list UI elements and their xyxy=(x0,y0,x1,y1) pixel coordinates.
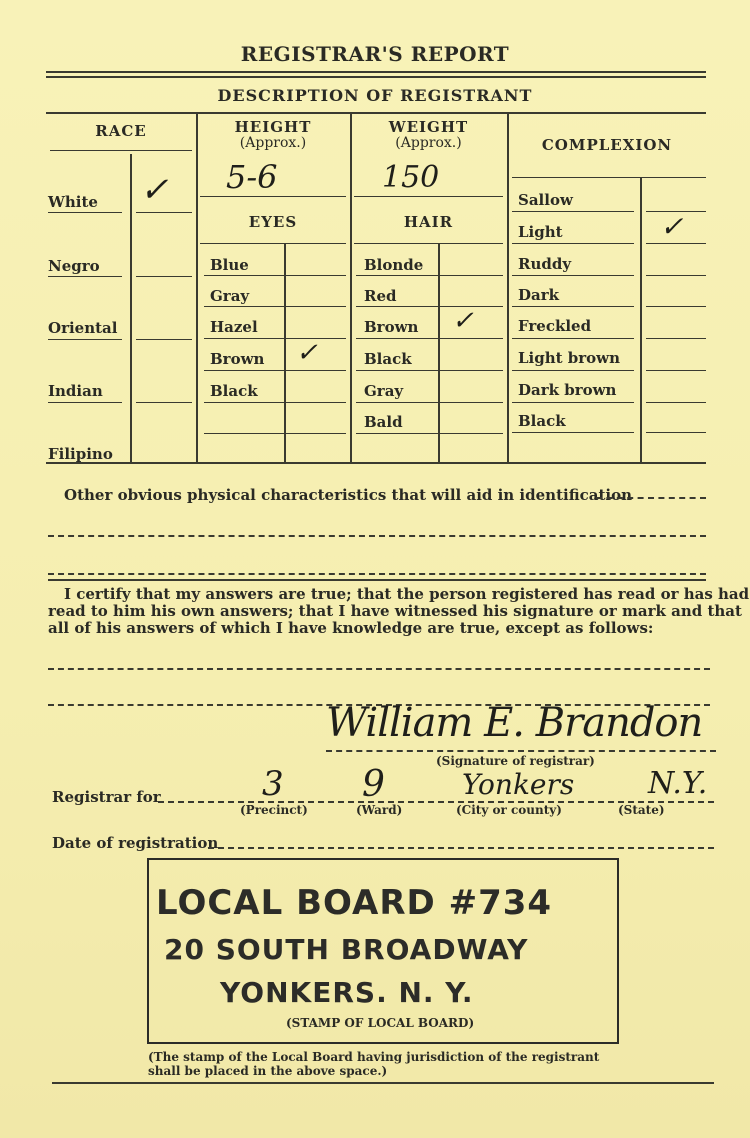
complexion-row8 xyxy=(512,432,634,433)
other-line-2 xyxy=(48,573,706,575)
hair-row5 xyxy=(356,402,503,403)
hair-bald: Bald xyxy=(364,413,403,431)
col-divider-weight xyxy=(507,113,509,463)
registrar-signature: William E. Brandon xyxy=(326,700,703,746)
race-negro-check-rule xyxy=(136,276,192,277)
hair-row4 xyxy=(356,370,503,371)
eyes-row4 xyxy=(204,370,346,371)
hair-row3 xyxy=(356,338,503,339)
complexion-row5 xyxy=(512,338,634,339)
stamp-line-1: LOCAL BOARD #734 xyxy=(156,883,553,923)
weight-approx: (Approx.) xyxy=(395,135,462,151)
signature-line xyxy=(326,750,716,752)
complexion-light-brown: Light brown xyxy=(518,349,621,367)
race-oriental-rule xyxy=(48,339,122,340)
complexion-row6 xyxy=(512,370,634,371)
height-value: 5-6 xyxy=(226,158,278,196)
date-of-registration-line xyxy=(208,847,714,849)
complexion-row4 xyxy=(512,306,634,307)
eyes-row1 xyxy=(204,275,346,276)
complexion-row3-check xyxy=(646,275,706,276)
stamp-caption: (STAMP OF LOCAL BOARD) xyxy=(286,1016,475,1030)
eyes-brown: Brown xyxy=(210,350,265,368)
other-line-1 xyxy=(48,535,706,537)
height-approx: (Approx.) xyxy=(239,135,307,151)
stamp-line-3: YONKERS. N. Y. xyxy=(220,976,474,1009)
exception-line-1 xyxy=(48,668,710,670)
eyes-black: Black xyxy=(210,382,258,400)
col-divider-height xyxy=(350,113,352,463)
race-white-check: ✓ xyxy=(140,170,169,210)
race-negro-rule xyxy=(48,276,122,277)
eyes-row2 xyxy=(204,306,346,307)
complexion-row8-check xyxy=(646,432,706,433)
eyes-check-col xyxy=(284,243,286,463)
footnote-line-2: shall be placed in the above space.) xyxy=(148,1064,388,1078)
other-characteristics-dash xyxy=(596,497,706,499)
complexion-header-rule xyxy=(512,177,706,178)
complexion-row3 xyxy=(512,275,634,276)
hair-header: HAIR xyxy=(403,213,454,231)
race-check-col xyxy=(130,154,132,463)
state-value: N.Y. xyxy=(648,766,708,801)
race-header-rule xyxy=(50,150,192,151)
certification-line-2: read to him his own answers; that I have witnessed his signature or mark and that xyxy=(48,602,742,620)
hair-row6 xyxy=(356,433,503,434)
complexion-light: Light xyxy=(518,223,563,241)
complexion-sallow: Sallow xyxy=(518,191,573,209)
report-title: REGISTRAR'S REPORT xyxy=(240,42,510,66)
eyes-row6 xyxy=(204,433,346,434)
eyes-hazel: Hazel xyxy=(210,318,258,336)
description-heading: DESCRIPTION OF REGISTRANT xyxy=(217,86,533,105)
complexion-light-check: ✓ xyxy=(660,210,684,243)
city-caption: (City or county) xyxy=(456,803,562,817)
complexion-dark: Dark xyxy=(518,286,560,304)
complexion-row7 xyxy=(512,402,634,403)
hair-header-rule xyxy=(354,243,503,244)
date-of-registration-label: Date of registration xyxy=(52,834,219,852)
race-header: RACE xyxy=(95,122,147,140)
signature-caption: (Signature of registrar) xyxy=(436,754,595,768)
hair-blonde: Blonde xyxy=(364,256,424,274)
hair-check-col xyxy=(438,243,440,463)
other-characteristics-label: Other obvious physical characteristics that will aid in identification xyxy=(64,486,632,504)
weight-value: 150 xyxy=(382,160,440,195)
eyes-header: EYES xyxy=(248,213,298,231)
complexion-row5-check xyxy=(646,338,706,339)
precinct-caption: (Precinct) xyxy=(240,803,308,817)
ward-value: 9 xyxy=(362,764,385,805)
table-bottom-rule xyxy=(46,462,706,464)
complexion-check-col xyxy=(640,178,642,463)
certification-rule xyxy=(48,579,706,581)
weight-header: WEIGHT xyxy=(388,118,469,136)
precinct-value: 3 xyxy=(262,764,284,804)
complexion-row7-check xyxy=(646,402,706,403)
complexion-row1 xyxy=(512,211,634,212)
complexion-ruddy: Ruddy xyxy=(518,255,572,273)
complexion-header: COMPLEXION xyxy=(541,136,673,154)
hair-row2 xyxy=(356,306,503,307)
eyes-gray: Gray xyxy=(210,287,250,305)
race-white-rule xyxy=(48,212,122,213)
race-filipino: Filipino xyxy=(48,445,113,463)
hair-row1 xyxy=(356,275,503,276)
eyes-row5 xyxy=(204,402,346,403)
registrar-for-label: Registrar for xyxy=(52,788,161,806)
complexion-row4-check xyxy=(646,306,706,307)
eyes-row3 xyxy=(204,338,346,339)
eyes-brown-check: ✓ xyxy=(296,338,318,368)
race-oriental: Oriental xyxy=(48,319,118,337)
complexion-row2 xyxy=(512,243,634,244)
hair-brown: Brown xyxy=(364,318,419,336)
city-value: Yonkers xyxy=(462,768,575,801)
height-value-rule xyxy=(200,196,346,197)
race-negro: Negro xyxy=(48,257,100,275)
ward-caption: (Ward) xyxy=(356,803,403,817)
state-caption: (State) xyxy=(618,803,665,817)
race-white: White xyxy=(48,193,98,211)
race-indian-check-rule xyxy=(136,402,192,403)
bottom-rule xyxy=(52,1082,714,1084)
title-rule-bottom xyxy=(46,76,706,78)
col-divider-race xyxy=(196,113,198,463)
table-top-rule xyxy=(46,112,706,114)
eyes-header-rule xyxy=(200,243,346,244)
complexion-dark-brown: Dark brown xyxy=(518,381,617,399)
complexion-black: Black xyxy=(518,412,566,430)
hair-red: Red xyxy=(364,287,397,305)
weight-value-rule xyxy=(354,196,503,197)
hair-black: Black xyxy=(364,350,412,368)
race-white-check-rule xyxy=(136,212,192,213)
race-oriental-check-rule xyxy=(136,339,192,340)
complexion-row2-check xyxy=(646,243,706,244)
stamp-line-2: 20 SOUTH BROADWAY xyxy=(164,933,529,966)
certification-line-3: all of his answers of which I have knowledge are true, except as follows: xyxy=(48,619,654,637)
race-indian: Indian xyxy=(48,382,103,400)
hair-gray: Gray xyxy=(364,382,404,400)
hair-brown-check: ✓ xyxy=(452,306,474,336)
certification-line-1: I certify that my answers are true; that the person registered has read or has had xyxy=(64,585,750,603)
complexion-freckled: Freckled xyxy=(518,317,592,335)
complexion-row6-check xyxy=(646,370,706,371)
footnote-line-1: (The stamp of the Local Board having jurisdiction of the registrant xyxy=(148,1050,600,1064)
title-rule-top xyxy=(46,71,706,73)
eyes-blue: Blue xyxy=(210,256,249,274)
race-indian-rule xyxy=(48,402,122,403)
height-header: HEIGHT xyxy=(234,118,312,136)
